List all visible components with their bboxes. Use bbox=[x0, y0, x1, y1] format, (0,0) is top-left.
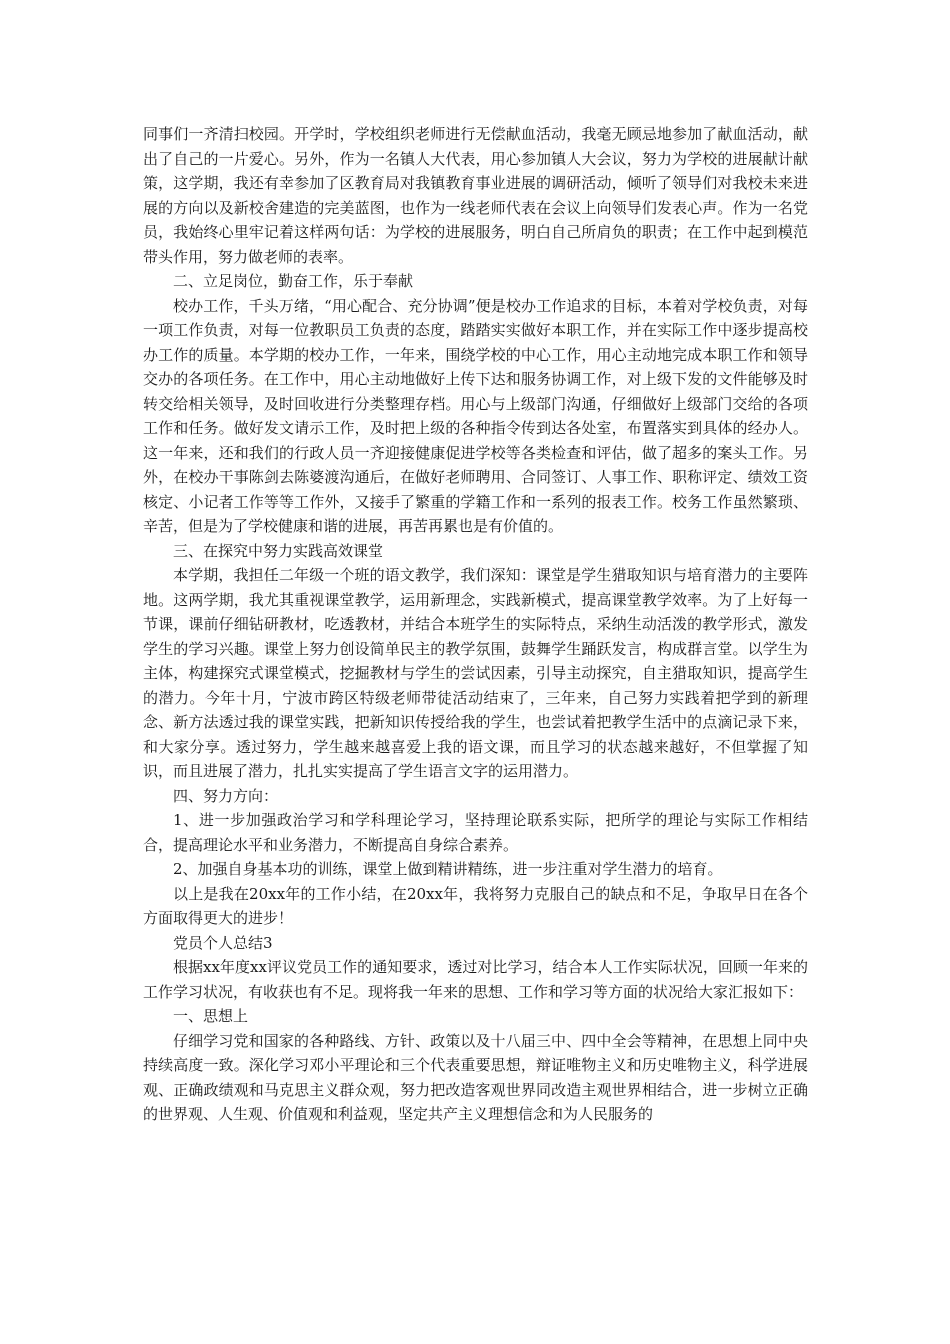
paragraph-continuation: 同事们一齐清扫校园。开学时，学校组织老师进行无偿献血活动，我毫无顾忌地参加了献血活动，献出了自己的一片爱心。另外，作为一名镇人大代表，用心参加镇人大会议，努力为学校的进展献计献策，这学期，我还有幸参加了区教育局对我镇教育事业进展的调研活动，倾听了领导们对我校未来进展的方向以及新校舍建造的完美蓝图，也作为一线老师代表在会议上向领导们发表心声。作为一名党员，我始终心里牢记着这样两句话：为学校的进展服务，明白自己所肩负的职责；在工作中起到模范带头作用，努力做老师的表率。 bbox=[143, 125, 808, 266]
list-item: 1、进一步加强政治学习和学科理论学习，坚持理论联系实际，把所学的理论与实际工作相结合，提高理论水平和业务潜力，不断提高自身综合素养。 bbox=[143, 811, 808, 854]
section-heading-4: 四、努力方向： bbox=[173, 786, 279, 805]
section-heading-1: 一、思想上 bbox=[173, 1007, 249, 1025]
list-item: 2、加强自身基本功的训练，课堂上做到精讲精练，进一步注重对学生潜力的培育。 bbox=[173, 860, 723, 878]
document-title: 党员个人总结3 bbox=[173, 933, 273, 952]
paragraph: 以上是我在20xx年的工作小结，在20xx年，我将努力克服自己的缺点和不足，争取早日在各个方面取得更大的进步！ bbox=[143, 884, 808, 927]
section-heading-2: 二、立足岗位，勤奋工作，乐于奉献 bbox=[173, 272, 414, 290]
paragraph: 校办工作，千头万绪，“用心配合、充分协调”便是校办工作追求的目标，本着对学校负责，对每一项工作负责，对每一位教职员工负责的态度，踏踏实实做好本职工作，并在实际工作中逐步提高校办工作的质量。本学期的校办工作，一年来，围绕学校的中心工作，用心主动地完成本职工作和领导交办的各项任务。在工作中，用心主动地做好上传下达和服务协调工作，对上级下发的文件能够及时转交给相关领导，及时回收进行分类整理存档。用心与上级部门沟通，仔细做好上级部门交给的各项工作和任务。做好发文请示工作，及时把上级的各种指令传到达各处室，布置落实到具体的经办人。这一年来，还和我们的行政人员一齐迎接健康促进学校等各类检查和评估，做了超多的案头工作。另外，在校办干事陈剑去陈婆渡沟通后，在做好老师聘用、合同签订、人事工作、职称评定、绩效工资核定、小记者工作等等工作外，又接手了繁重的学籍工作和一系列的报表工作。校务工作虽然繁琐、辛苦，但是为了学校健康和谐的进展，再苦再累也是有价值的。 bbox=[143, 296, 808, 535]
paragraph: 根据xx年度xx评议党员工作的通知要求，透过对比学习，结合本人工作实际状况，回顾一年来的工作学习状况，有收获也有不足。现将我一年来的思想、工作和学习等方面的状况给大家汇报如下： bbox=[143, 958, 808, 1001]
document-body bbox=[143, 122, 808, 1127]
section-heading-3: 三、在探究中努力实践高效课堂 bbox=[173, 541, 384, 560]
paragraph: 仔细学习党和国家的各种路线、方针、政策以及十八届三中、四中全会等精神，在思想上同中央持续高度一致。深化学习邓小平理论和三个代表重要思想，辩证唯物主义和历史唯物主义，科学进展观、正确政绩观和马克思主义群众观，努力把改造客观世界同改造主观世界相结合，进一步树立正确的世界观、人生观、价值观和利益观，坚定共产主义理想信念和为人民服务的 bbox=[143, 1031, 808, 1123]
paragraph: 本学期，我担任二年级一个班的语文教学，我们深知：课堂是学生猎取知识与培育潜力的主要阵地。这两学期，我尤其重视课堂教学，运用新理念，实践新模式，提高课堂教学效率。为了上好每一节课，课前仔细钻研教材，吃透教材，并结合本班学生的实际特点，采纳生动活泼的教学形式，激发学生的学习兴趣。课堂上努力创设简单民主的教学氛围，鼓舞学生踊跃发言，构成群言堂。以学生为主体，构建探究式课堂模式，挖掘教材与学生的尝试因素，引导主动探究，自主猎取知识，提高学生的潜力。今年十月，宁波市跨区特级老师带徒活动结束了，三年来，自己努力实践着把学到的新理念、新方法透过我的课堂实践，把新知识传授给我的学生，也尝试着把教学生活中的点滴记录下来，和大家分享。透过努力，学生越来越喜爱上我的语文课，而且学习的状态越来越好，不但掌握了知识，而且进展了潜力，扎扎实实提高了学生语言文字的运用潜力。 bbox=[143, 566, 808, 780]
